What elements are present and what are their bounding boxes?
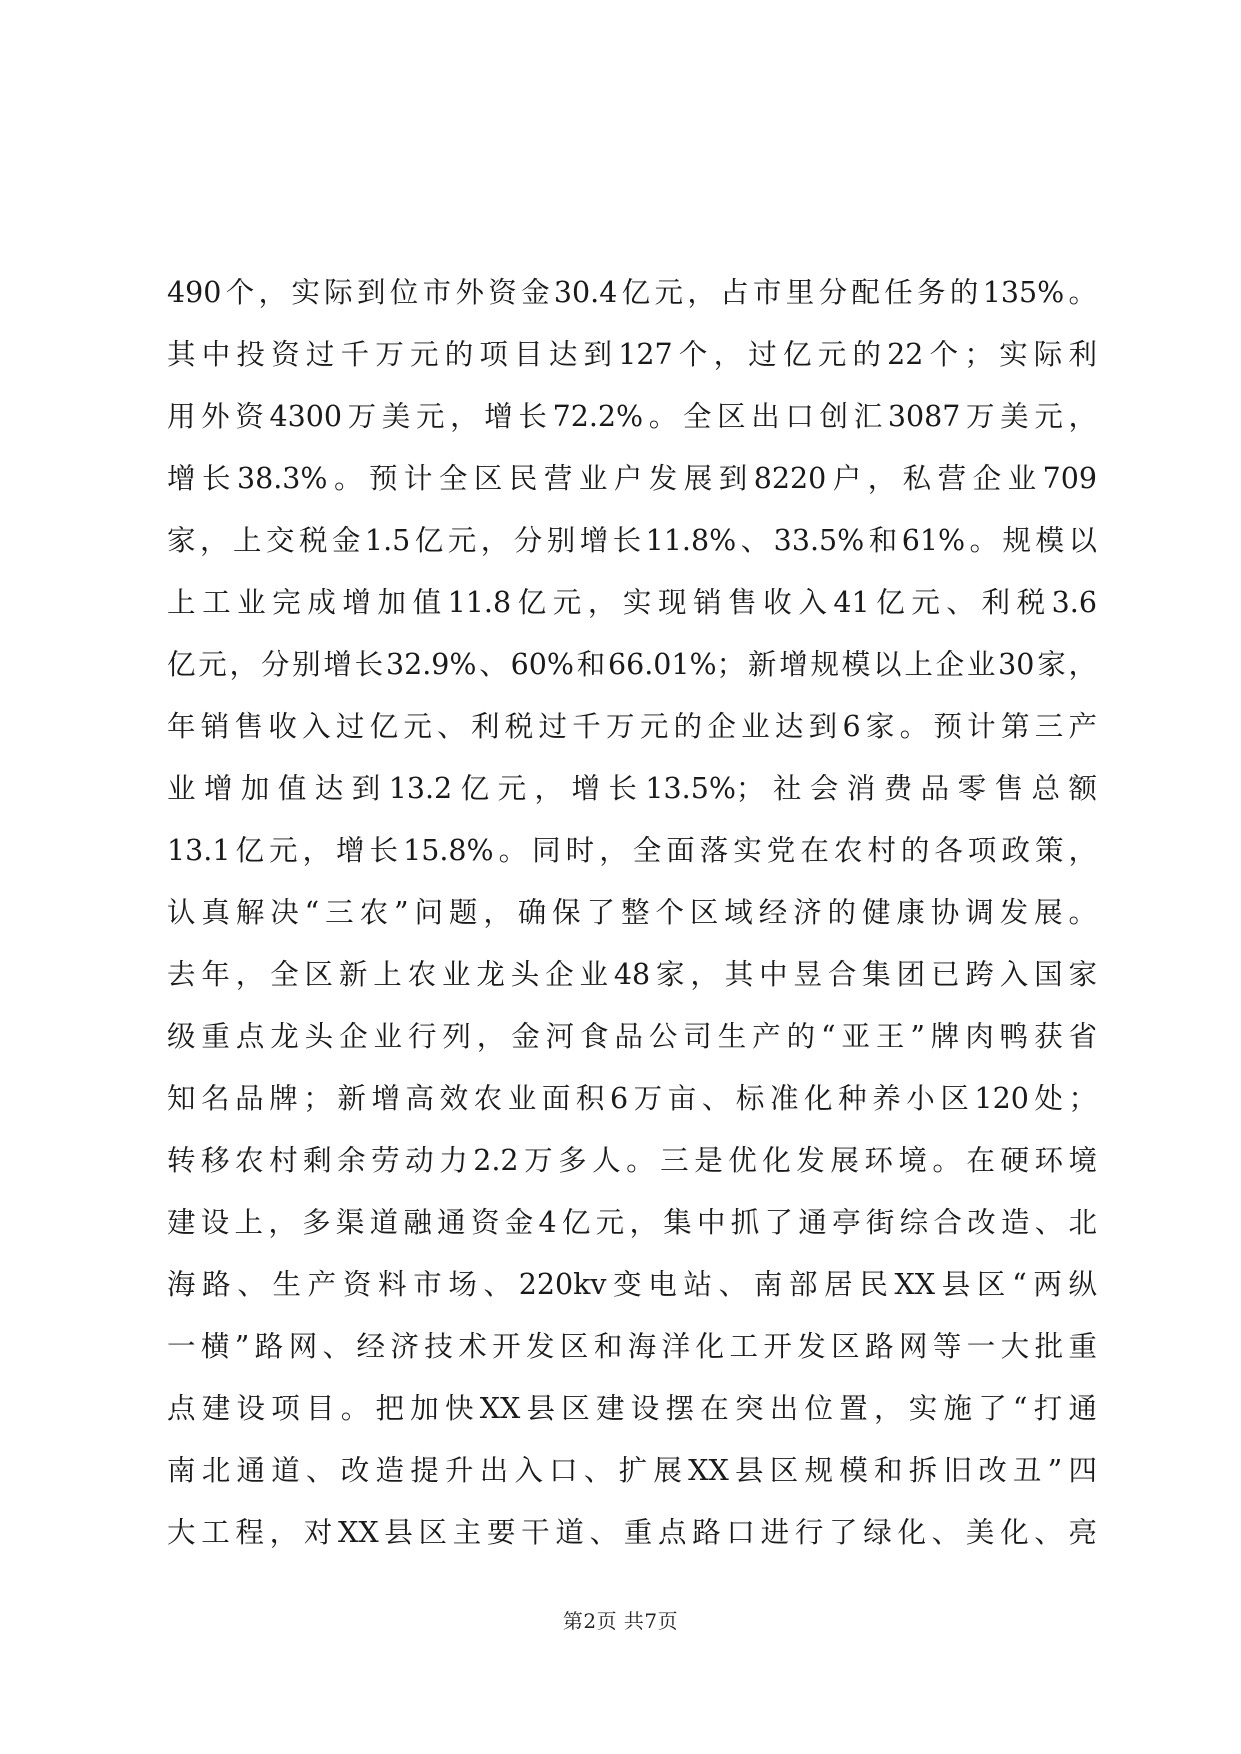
text-line: 知名品牌；新增高效农业面积6万亩、标准化种养小区120处； (167, 1082, 1097, 1115)
page-number-footer: 第2页 共7页 (562, 1609, 679, 1633)
text-line: 级重点龙头企业行列，金河食品公司生产的“亚王”牌肉鸭获省 (167, 1020, 1097, 1053)
text-line: 上工业完成增加值11.8亿元，实现销售收入41亿元、利税3.6 (167, 586, 1097, 619)
text-line: 其中投资过千万元的项目达到127个，过亿元的22个；实际利 (167, 338, 1097, 371)
text-line: 增长38.3%。预计全区民营业户发展到8220户，私营企业709 (167, 462, 1097, 495)
text-line: 海路、生产资料市场、220kv变电站、南部居民XX县区“两纵 (167, 1268, 1097, 1301)
text-line: 转移农村剩余劳动力2.2万多人。三是优化发展环境。在硬环境 (167, 1144, 1097, 1177)
text-line: 年销售收入过亿元、利税过千万元的企业达到6家。预计第三产 (167, 710, 1097, 743)
text-line: 南北通道、改造提升出入口、扩展XX县区规模和拆旧改丑”四 (167, 1454, 1097, 1487)
text-line: 去年，全区新上农业龙头企业48家，其中昱合集团已跨入国家 (167, 958, 1097, 991)
text-line: 建设上，多渠道融通资金4亿元，集中抓了通亭街综合改造、北 (167, 1206, 1097, 1239)
text-line: 一横”路网、经济技术开发区和海洋化工开发区路网等一大批重 (167, 1330, 1097, 1363)
body-text (167, 262, 1097, 1564)
text-line: 认真解决“三农”问题，确保了整个区域经济的健康协调发展。 (167, 896, 1097, 929)
text-line: 家，上交税金1.5亿元，分别增长11.8%、33.5%和61%。规模以 (167, 524, 1097, 557)
text-line: 点建设项目。把加快XX县区建设摆在突出位置，实施了“打通 (167, 1392, 1097, 1425)
text-line: 业增加值达到13.2亿元，增长13.5%；社会消费品零售总额 (167, 772, 1097, 805)
text-line: 13.1亿元，增长15.8%。同时，全面落实党在农村的各项政策， (167, 834, 1097, 867)
text-line: 大工程，对XX县区主要干道、重点路口进行了绿化、美化、亮 (167, 1516, 1097, 1549)
text-line: 用外资4300万美元，增长72.2%。全区出口创汇3087万美元， (167, 400, 1097, 433)
text-line: 490个，实际到位市外资金30.4亿元，占市里分配任务的135%。 (167, 276, 1097, 309)
text-line: 亿元，分别增长32.9%、60%和66.01%；新增规模以上企业30家， (167, 648, 1097, 681)
